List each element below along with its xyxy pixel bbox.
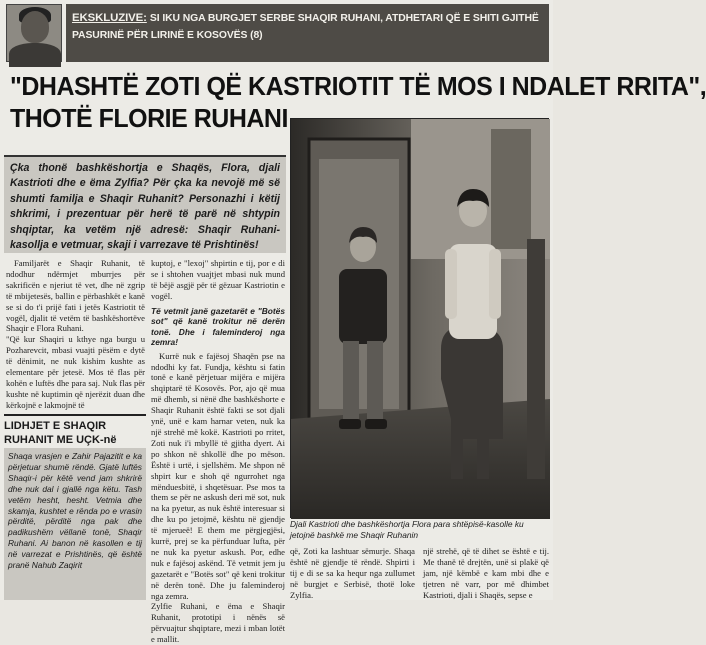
author-portrait — [6, 4, 62, 62]
banner-label: EKSKLUZIVE: — [72, 12, 147, 24]
banner-text — [66, 4, 549, 62]
sidebar-title: LIDHJET E SHAQIR RUHANIT ME UÇK-në — [4, 414, 146, 447]
column-1-text: Familjarët e Shaqir Ruhanit, të ndodhur ndërmjet mburrjes për sakrificën e njeriut të vet, dhe në zgrip të mbijetesës, ballin e përbashkët e kanë se si do t'i prijë fati i jetës Kastriotit të vogël, djalit të vetëm të bashkëshortëve Shaqir e Flora Ruhani. "Që kur Shaqiri u kthye nga burgu u Pozharevcit, mbasi vuajti pësëm e dytë të dënimit, ne nuk kishim kushte as elementare për jetesë. Mos të flas për kohën e luftës dhe para saj. Nuk flas për kushte në kuptimin që njerëzit duan dhe kërkojnë e lakmojnë të — [6, 258, 145, 410]
family-photo-image — [291, 119, 550, 519]
series-banner — [6, 4, 549, 62]
column-2-paragraph-2: Kurrë nuk e fajësoj Shaqën pse na ndodhi ky fat. Fundja, kështu si fatin tonë e kanë përjetuar mijëra e mijëra shqiptarë të Kosovës. Por, ajo që mua më dhemb, si nënë dhe bashkëshorte e Shaqir Ruhanit është fakti se sot djali ynë, unë e kam harnar veten, nuk ka një strehë më kokë. Kastrioti po rritet, Zoti nuk i'i mbyllë të gjitha dyert. Ai po shkon në shkollë dhe po mëson. Është i urtë, i sjellshëm. Me shpon në shpirt kur e shoh që ngurrohet nga mënduesbitë, i shqetësuar. Pse mos ta them se për ne askush deri më sot, nuk na ka pyetur, as nuk është interesuar si dhe ku po jetojmë, kështu në gjendje të mjerueë! E them me përgjegjësi, kurrë, prej se ka përfunduar lufta, për ne nuk ka pyetur askush. Por, edhe nuk e fajësoj askënd. Të vetmit jem ju gazetarët e "Botës sot" që keni trokitur në derën tonë. Dhe ju faleminderoj nga zemra. Zylfie Ruhani, e ëma e Shaqir Ruhanit, prototipi i nënës së përvuajtur shqiptare, mezi i mban lotët e mallit. — [151, 350, 285, 645]
article-column-2 — [151, 258, 285, 645]
column-2-subhead: Të vetmit janë gazetarët e "Botës sot" që kanë trokitur në derën tonë. Dhe i faleminderoj nga zemra! — [151, 305, 285, 348]
family-photo — [290, 118, 549, 518]
article-column-4 — [423, 546, 549, 600]
headline-line-2: THOTË FLORIE RUHANI — [10, 103, 288, 133]
column-3-text: që, Zoti ka lashtuar sëmurje. Shaqa është në gjendje të rëndë. Shpirti i tij e di se sa ka hequr nga zullumet në burgjet e Serbisë, thotë loke Zylfia. — [290, 546, 415, 600]
article-column-3 — [290, 546, 415, 600]
headline-line-1: "DHASHTË ZOTI QË KASTRIOTIT TË MOS I NDALET RRITA", — [10, 71, 706, 101]
lead-paragraph: Çka thonë bashkëshortja e Shaqës, Flora, djali Kastrioti dhe e ëma Zylfia? Për çka ka nevojë më së shumti familja e Shaqir Ruhanit? Personazhi i këtij shkrimi, i prezentuar për herë të parë në shtypin shqiptar, ka vetëm një adresë: Shaqir Ruhani- kasollja e vetmuar, skaji i varrezave të Prishtinës! — [4, 155, 286, 253]
sidebar-box — [4, 448, 146, 600]
article-column-1 — [6, 258, 145, 408]
photo-caption: Djali Kastrioti dhe bashkëshortja Flora para shtëpisë-kasolle ku jetojnë bashkë me Shaqir Ruhanin — [290, 519, 524, 540]
column-4-text: një strehë, që të dihet se është e tij. Me thanë të drejtën, unë si plakë që jam, një këmbë e kam mbi dhe e tjetren në varr, por më dhimbet Kastrioti, djali i Shaqës, sepse e — [423, 546, 549, 600]
banner-topic: SI IKU NGA BURGJET SERBE SHAQIR RUHANI, ATDHETARI QË E SHITI GJITHË PASURINË PËR LIRINË E KOSOVËS (8) — [72, 13, 539, 41]
column-2-paragraph-1: kuptoj, e "lexoj" shpirtin e tij, por e di se i shtohen vuajtjet mbasi nuk mund të bëjë asgjë për të gëzuar Kastriotin e vogël. — [151, 258, 285, 301]
sidebar-text: Shaqa vrasjen e Zahir Pajazitit e ka përjetuar shumë rëndë. Gjatë luftës Shaqir-i për këtë vend jam shkrirë dhe nuk dal i gjallë nga këtu. Tash vetëm hesht, hesht. Vetmia dhe skamja, kushtet e rënda po e vrasin përditë, përditë nga pak dhe padikushëm vëllanë tonë, Shaqir Ruhani. Ai banon në kasollen e tij në varrezat e Prishtinës, që është pranë Nahub Zaqirit — [8, 451, 142, 571]
